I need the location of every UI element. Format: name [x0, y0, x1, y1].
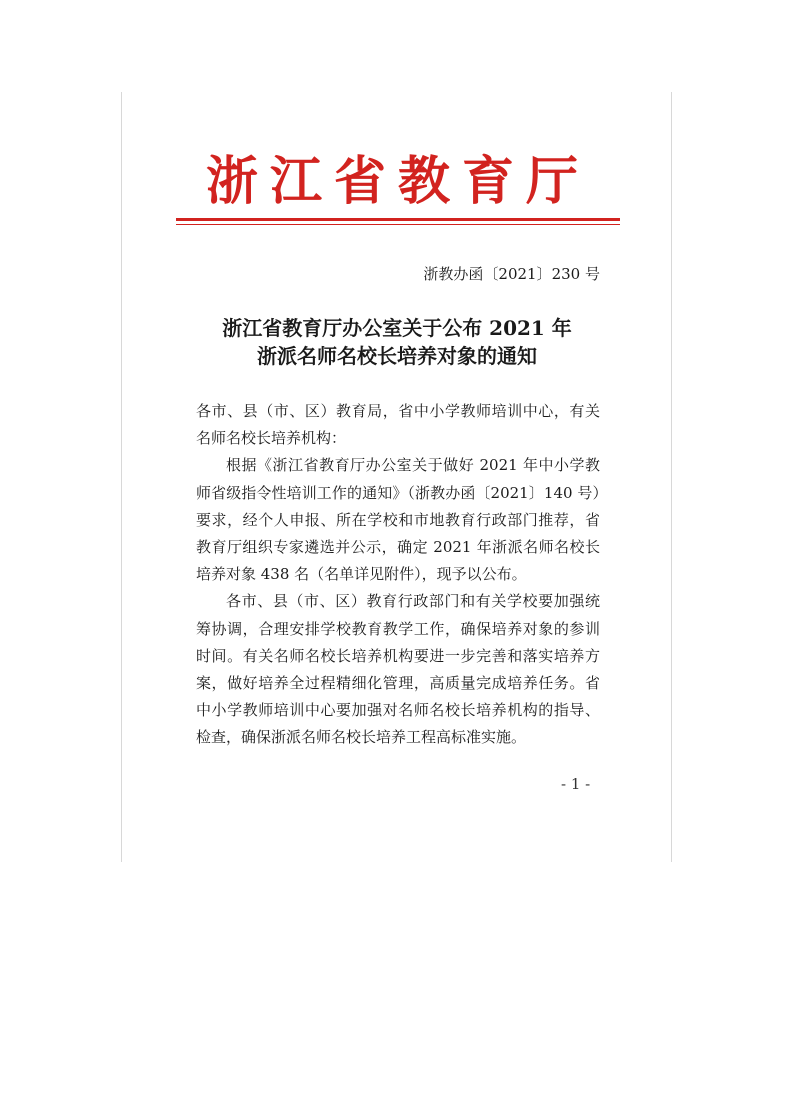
letterhead-rule-thin	[176, 224, 620, 225]
body-paragraph-2: 各市、县（市、区）教育行政部门和有关学校要加强统筹协调，合理安排学校教育教学工作，确保培养对象的参训时间。有关名师名校长培养机构要进一步完善和落实培养方案，做好培养全过程精细化管理，高质量完成培养任务。省中小学教师培训中心要加强对名师名校长培养机构的指导、检查，确保浙派名师名校长培养工程高标准实施。	[196, 592, 600, 747]
page-number: - 1 -	[561, 775, 591, 793]
letterhead-title: 浙江省教育厅	[205, 151, 590, 212]
salutation: 各市、县（市、区）教育局，省中小学教师培训中心，有关名师名校长培养机构：	[196, 402, 600, 448]
document-title-line-1: 浙江省教育厅办公室关于公布 2021 年	[222, 316, 572, 340]
page-border-left	[121, 92, 122, 862]
document-number: 浙教办函〔2021〕230 号	[423, 265, 600, 283]
letterhead-rule-thick	[176, 218, 620, 221]
document-title	[196, 314, 598, 370]
document-body	[196, 398, 600, 752]
document-title-line-2: 浙派名师名校长培养对象的通知	[257, 344, 537, 368]
body-paragraph-1: 根据《浙江省教育厅办公室关于做好 2021 年中小学教师省级指令性培训工作的通知》（浙教办函〔2021〕140 号）要求，经个人申报、所在学校和市地教育行政部门推荐，省教育厅组织专家遴选并公示，确定 2021 年浙派名师名校长培养对象 438 名（名单详见附件），现予以公布。	[196, 456, 600, 584]
page-border-right	[671, 92, 672, 862]
